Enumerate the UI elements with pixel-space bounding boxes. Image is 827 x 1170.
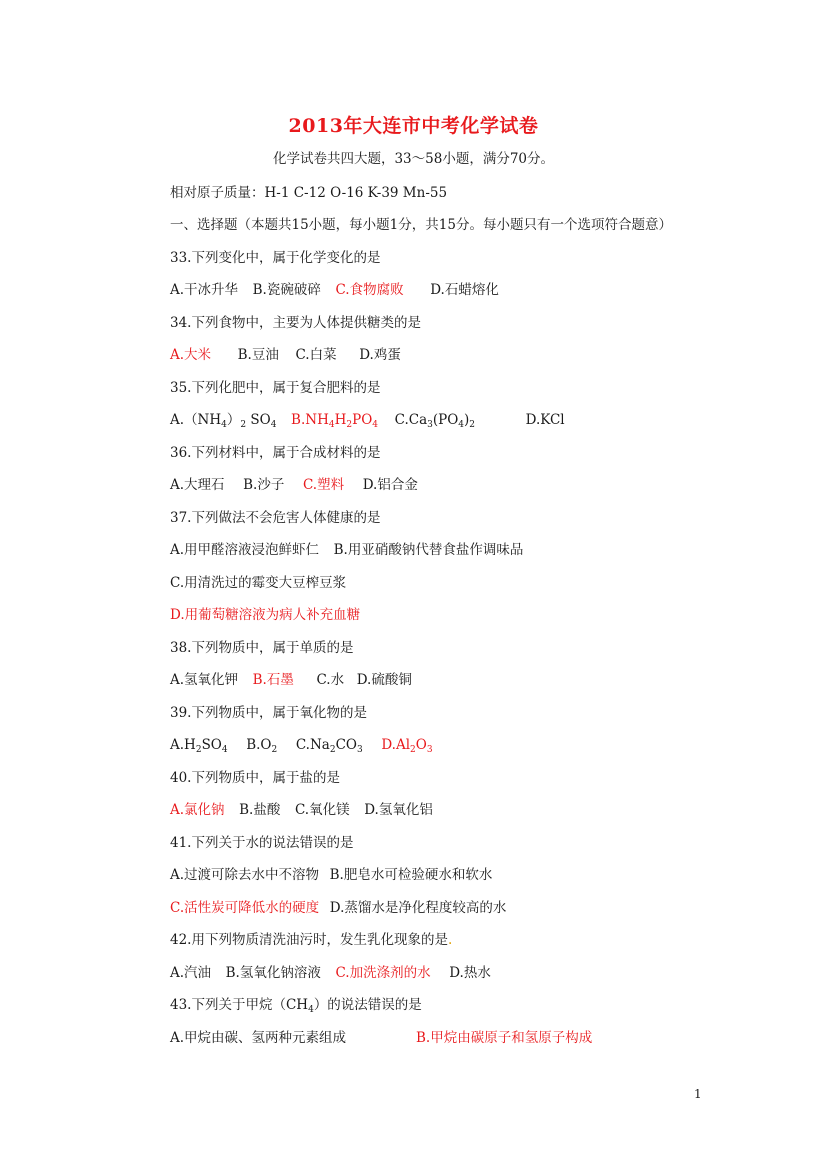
q34-option-c: C.白菜: [295, 347, 337, 363]
q36-options: [170, 476, 418, 494]
q42-option-b: B.氢氧化钠溶液: [225, 965, 321, 981]
q37-option-b: B.用亚硝酸钠代替食盐作调味品: [333, 542, 524, 558]
subtitle: 化学试卷共四大题，33～58小题，满分70分。: [272, 151, 555, 167]
q41-option-c: C.活性炭可降低水的硬度: [170, 900, 320, 916]
q34-stem: 34.下列食物中，主要为人体提供糖类的是: [170, 315, 421, 331]
q38-option-b: B.石墨: [252, 672, 294, 688]
q33-option-b: B.瓷碗破碎: [252, 282, 321, 298]
q34-option-a: A.大米: [170, 347, 212, 363]
q36-option-d: D.铝合金: [362, 477, 418, 493]
q38-options: [170, 671, 412, 689]
page-number: 1: [694, 1087, 702, 1101]
page-title: 2013年大连市中考化学试卷: [288, 115, 539, 137]
q41-option-a: A.过渡可除去水中不溶物: [170, 867, 320, 883]
q34-option-d: D.鸡蛋: [359, 347, 401, 363]
atomic-mass: 相对原子质量：H-1 C-12 O-16 K-39 Mn-55: [170, 185, 448, 201]
q37-options-ab: [170, 541, 523, 559]
q41-stem: 41.下列关于水的说法错误的是: [170, 835, 354, 851]
q39-option-c: $C.Na_2CO_3$: [295, 737, 363, 755]
q42-stem-line: [170, 931, 452, 949]
q43-option-b: B.甲烷由碳原子和氢原子构成: [416, 1030, 593, 1046]
q34-options: [170, 346, 401, 364]
q39-option-a: $A.H_2SO_4$: [170, 737, 228, 755]
q34-option-b: B.豆油: [237, 347, 279, 363]
q33-stem: 33.下列变化中，属于化学变化的是: [170, 250, 381, 266]
section-heading: 一、选择题（本题共15小题，每小题1分，共15分。每小题只有一个选项符合题意）: [170, 217, 672, 233]
q42-dot: .: [447, 932, 453, 948]
q41-options-ab: [170, 866, 492, 884]
q37-stem: 37.下列做法不会危害人体健康的是: [170, 510, 381, 526]
q38-option-d: D.硫酸铜: [356, 672, 412, 688]
q40-option-c: C.氧化镁: [294, 802, 350, 818]
q43-option-a: A.甲烷由碳、氢两种元素组成: [170, 1030, 347, 1046]
q40-option-b: B.盐酸: [239, 802, 281, 818]
q40-option-a: A.氯化钠: [170, 802, 225, 818]
q35-stem: 35.下列化肥中，属于复合肥料的是: [170, 380, 381, 396]
q42-stem: 42.用下列物质清洗油污时，发生乳化现象的是: [170, 932, 448, 948]
q37-option-a: A.用甲醛溶液浸泡鲜虾仁: [170, 542, 320, 558]
q35-option-b: $B.NH_4H_2PO_4$: [291, 412, 378, 430]
q35-option-c: $C.Ca_3(PO_4)_2$: [394, 412, 476, 430]
q36-option-b: B.沙子: [243, 477, 285, 493]
q33-options: [170, 281, 499, 299]
q43-stem: 43.下列关于甲烷$(CH_4)$的说法错误的是: [170, 997, 422, 1015]
q37-option-c: C.用清洗过的霉变大豆榨豆浆: [170, 575, 347, 591]
q40-options: [170, 801, 433, 819]
q38-option-a: A.氢氧化钾: [170, 672, 239, 688]
q39-option-b: $B.O_2$: [246, 737, 278, 755]
q33-option-c: C.食物腐败: [335, 282, 404, 298]
q42-option-d: D.热水: [449, 965, 491, 981]
q35-option-a: $A.(NH_4)_2$ $SO_4$: [170, 412, 277, 430]
q33-option-a: A.干冰升华: [170, 282, 239, 298]
q41-option-b: B.肥皂水可检验硬水和软水: [329, 867, 493, 883]
q38-option-c: C.水: [316, 672, 345, 688]
q36-stem: 36.下列材料中，属于合成材料的是: [170, 445, 381, 461]
q42-option-c: C.加洗涤剂的水: [335, 965, 431, 981]
q42-options: [170, 964, 491, 982]
q37-option-d: D.用葡萄糖溶液为病人补充血糖: [170, 607, 361, 623]
q40-stem: 40.下列物质中，属于盐的是: [170, 770, 340, 786]
q41-option-d: D.蒸馏水是净化程度较高的水: [329, 900, 507, 916]
q41-options-cd: [170, 899, 506, 917]
q40-option-d: D.氢氧化铝: [364, 802, 433, 818]
q39-stem: 39.下列物质中，属于氧化物的是: [170, 705, 367, 721]
q36-option-a: A.大理石: [170, 477, 225, 493]
q39-options: [170, 736, 433, 754]
q38-stem: 38.下列物质中，属于单质的是: [170, 640, 354, 656]
q33-option-d: D.石蜡熔化: [430, 282, 499, 298]
q39-option-d: $D.Al_2O_3$: [381, 737, 433, 755]
q36-option-c: C.塑料: [302, 477, 345, 493]
q35-options: [170, 411, 565, 429]
q42-option-a: A.汽油: [170, 965, 212, 981]
q35-option-d: D.KCl: [525, 412, 565, 428]
